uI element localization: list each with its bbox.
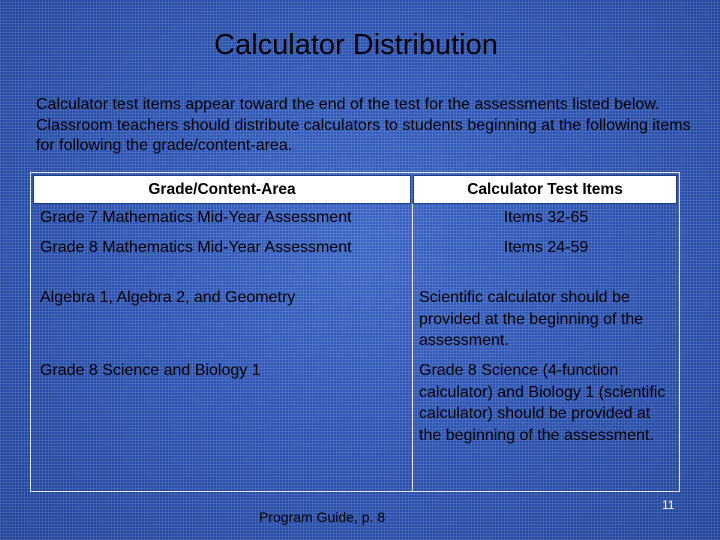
row-1-grade-content-area: Grade 7 Mathematics Mid-Year Assessment — [40, 209, 352, 226]
row-4-calculator-items: Grade 8 Science (4-function calculator) and Biology 1 (scientific calculator) should be provided at the beginning of the assessment. — [419, 362, 666, 444]
calculator-table — [30, 172, 680, 492]
header-calculator-test-items: Calculator Test Items — [413, 175, 677, 204]
header-grade-content-area: Grade/Content-Area — [33, 175, 411, 204]
column-divider — [412, 204, 413, 491]
row-2-calculator-items: Items 24-59 — [503, 239, 589, 256]
page-number: 11 — [662, 498, 675, 512]
footer-reference: Program Guide, p. 8 — [259, 509, 386, 525]
intro-paragraph: Calculator test items appear toward the end of the test for the assessments listed below. Classroom teachers should distribute calculators to students beginning at the following items for following the grade/content-area. — [36, 96, 691, 154]
row-4-grade-content-area: Grade 8 Science and Biology 1 — [40, 362, 261, 379]
slide-title: Calculator Distribution — [214, 29, 498, 61]
row-1-calculator-items: Items 32-65 — [503, 209, 589, 226]
row-3-calculator-items: Scientific calculator should be provided at the beginning of the assessment. — [419, 289, 644, 349]
row-2-grade-content-area: Grade 8 Mathematics Mid-Year Assessment — [40, 239, 352, 256]
row-3-grade-content-area: Algebra 1, Algebra 2, and Geometry — [40, 289, 296, 306]
